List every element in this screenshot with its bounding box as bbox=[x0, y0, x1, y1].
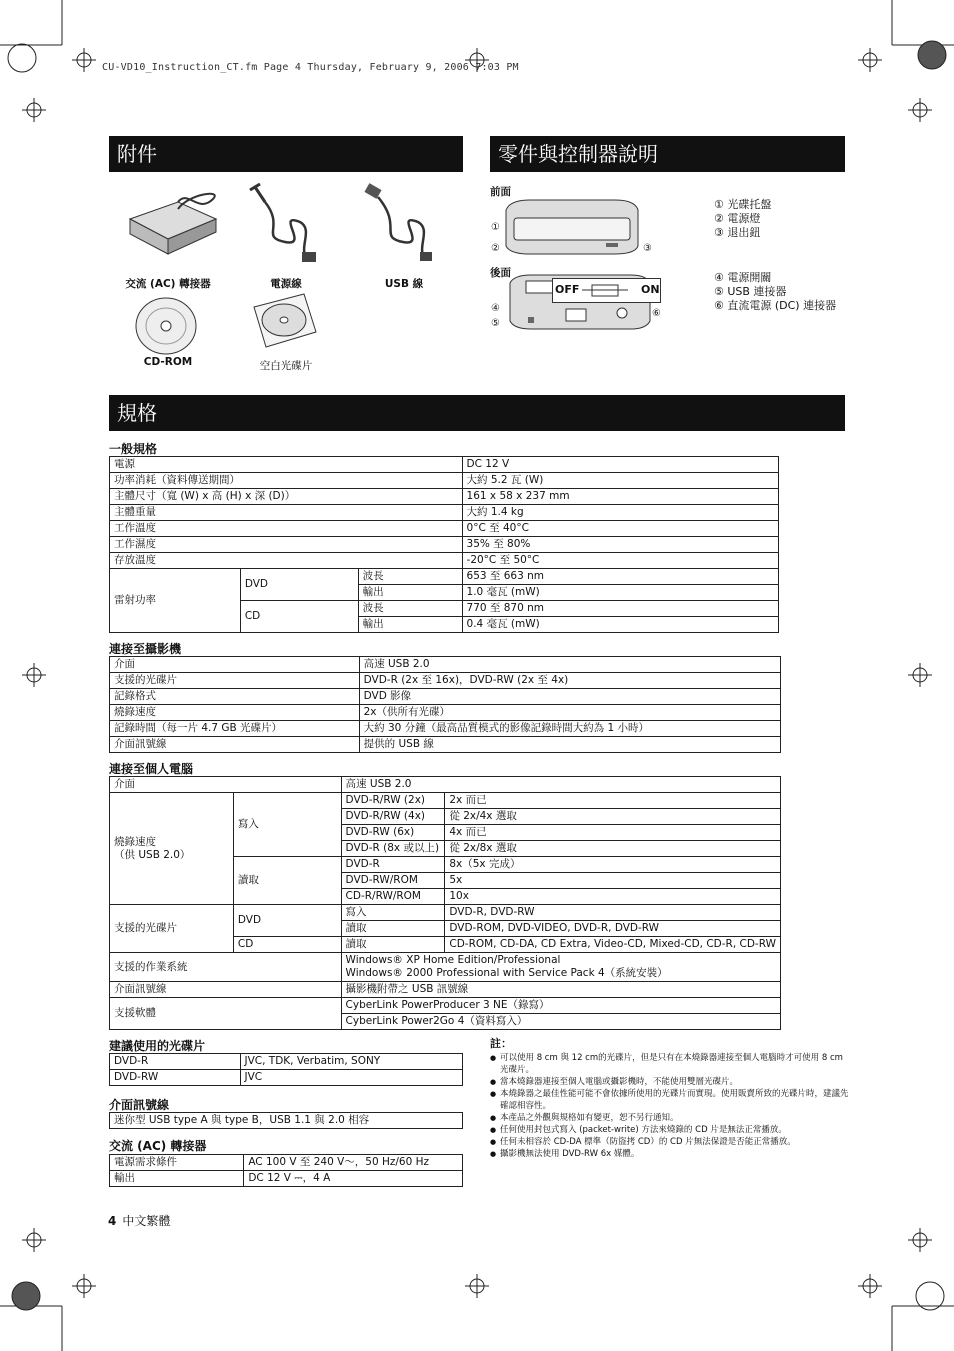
table-row: 支援的光碟片 DVD 寫入 DVD-R, DVD-RW bbox=[110, 905, 781, 921]
table-row: 讀取 DVD-ROM, DVD-VIDEO, DVD-R, DVD-RW bbox=[110, 921, 781, 937]
table-row: 功率消耗（資料傳送期間） 大約 5.2 瓦 (W) bbox=[110, 473, 779, 489]
table-row: 介面訊號線 攝影機附帶之 USB 訊號線 bbox=[110, 982, 781, 998]
table-row: 工作溫度 0°C 至 40°C bbox=[110, 521, 779, 537]
usb-cable-label: USB 線 bbox=[384, 278, 424, 290]
general-specs-title: 一般規格 bbox=[109, 442, 158, 456]
back-label: 後面 bbox=[490, 267, 511, 279]
marker-4: ④ bbox=[491, 303, 500, 314]
pc-table bbox=[109, 776, 781, 1030]
usb-cable-illustration bbox=[358, 182, 438, 267]
table-row: 存放溫度 -20°C 至 50°C bbox=[110, 553, 779, 569]
marker-2: ② bbox=[491, 243, 500, 254]
note-item: ● 當本燒錄器連接至個人電腦或攝影機時，不能使用雙層光碟片。 bbox=[490, 1076, 850, 1088]
table-row: 記錄時間（每一片 4.7 GB 光碟片） 大約 30 分鐘（最高品質模式的影像記錄時間大約為 1 小時） bbox=[110, 721, 781, 737]
page-footer bbox=[108, 1212, 170, 1229]
power-cord-illustration bbox=[240, 182, 320, 267]
table-row: 輸出 DC 12 V ⎓，4 A bbox=[110, 1171, 463, 1187]
front-part-2: ② 電源燈 bbox=[714, 212, 761, 225]
table-row: 迷你型 USB type A 與 type B，USB 1.1 與 2.0 相容 bbox=[110, 1113, 463, 1129]
table-row: 主體重量 大約 1.4 kg bbox=[110, 505, 779, 521]
parts-banner: 零件與控制器說明 bbox=[490, 136, 845, 172]
marker-3: ③ bbox=[643, 243, 652, 254]
signal-cable-table bbox=[109, 1112, 463, 1129]
back-part-5: ⑤ USB 連接器 bbox=[714, 285, 787, 298]
table-row: 記錄格式 DVD 影像 bbox=[110, 689, 781, 705]
table-row: CD 讀取 CD-ROM, CD-DA, CD Extra, Video-CD, Mixed-CD, CD-R, CD-RW bbox=[110, 937, 781, 953]
language-label: 中文繁體 bbox=[122, 1214, 171, 1228]
notes bbox=[490, 1038, 850, 1160]
table-row: 電源需求條件 AC 100 V 至 240 V～，50 Hz/60 Hz bbox=[110, 1155, 463, 1171]
table-row: CD-R/RW/ROM 10x bbox=[110, 889, 781, 905]
table-row: 工作濕度 35% 至 80% bbox=[110, 537, 779, 553]
table-row: 介面 高速 USB 2.0 bbox=[110, 777, 781, 793]
table-row: 支援軟體 CyberLink PowerProducer 3 NE（錄寫） bbox=[110, 998, 781, 1014]
table-row: DVD-RW JVC bbox=[110, 1070, 463, 1086]
pc-title: 連接至個人電腦 bbox=[109, 762, 194, 776]
marker-5: ⑤ bbox=[491, 318, 500, 329]
specs-banner: 規格 bbox=[109, 395, 845, 431]
recommended-table bbox=[109, 1053, 463, 1086]
table-row: 電源 DC 12 V bbox=[110, 457, 779, 473]
table-row: CyberLink Power2Go 4（資料寫入） bbox=[110, 1014, 781, 1030]
note-item: ● 任何未相容於 CD-DA 標準（防盜拷 CD）的 CD 片無法保證是否能正常播放。 bbox=[490, 1136, 850, 1148]
ac-adapter-illustration bbox=[118, 184, 228, 264]
signal-cable-title: 介面訊號線 bbox=[109, 1098, 170, 1112]
camcorder-title: 連接至攝影機 bbox=[109, 642, 182, 656]
table-row: 讀取 DVD-R 8x（5x 完成） bbox=[110, 857, 781, 873]
back-part-4: ④ 電源開關 bbox=[714, 271, 772, 284]
table-row: 支援的作業系統 Windows® XP Home Edition/Professional Windows® 2000 Professional with Service Pack 4（系統安裝） bbox=[110, 953, 781, 982]
table-row: 雷射功率 DVD 波長 653 至 663 nm bbox=[110, 569, 779, 585]
front-part-3: ③ 退出鈕 bbox=[714, 226, 761, 239]
off-label: OFF bbox=[555, 283, 580, 296]
recommended-title: 建議使用的光碟片 bbox=[109, 1039, 206, 1053]
ac-adapter-table bbox=[109, 1154, 463, 1187]
table-row: 主體尺寸（寬 (W) x 高 (H) x 深 (D)） 161 x 58 x 237 mm bbox=[110, 489, 779, 505]
table-row: 燒錄速度 （供 USB 2.0） 寫入 DVD-R/RW (2x) 2x 而已 bbox=[110, 793, 781, 809]
table-row: 輸出 0.4 毫瓦 (mW) bbox=[110, 617, 779, 633]
table-row: DVD-R JVC, TDK, Verbatim, SONY bbox=[110, 1054, 463, 1070]
camcorder-table bbox=[109, 656, 781, 753]
table-row: DVD-RW/ROM 5x bbox=[110, 873, 781, 889]
table-row: DVD-R (8x 或以上) 從 2x/8x 選取 bbox=[110, 841, 781, 857]
blank-disc-illustration bbox=[244, 292, 324, 352]
table-row: 支援的光碟片 DVD-R (2x 至 16x)，DVD-RW (2x 至 4x) bbox=[110, 673, 781, 689]
notes-title: 註： bbox=[490, 1037, 512, 1050]
cdrom-label: CD-ROM bbox=[143, 356, 193, 368]
front-label: 前面 bbox=[490, 186, 511, 198]
note-item: ● 本燒錄器之最佳性能可能不會依據所使用的光碟片而實現。使用販賣所致的光碟片時，建議先確認相容性。 bbox=[490, 1088, 850, 1112]
on-label: ON bbox=[641, 283, 660, 296]
table-row: CD 波長 770 至 870 nm bbox=[110, 601, 779, 617]
note-item: ● 本產品之外觀與規格如有變更，恕不另行通知。 bbox=[490, 1112, 850, 1124]
table-row: DVD-RW (6x) 4x 而已 bbox=[110, 825, 781, 841]
note-item: ● 任何使用封包式寫入 (packet-write) 方法來燒錄的 CD 片是無法正常播放。 bbox=[490, 1124, 850, 1136]
table-row: 輸出 1.0 毫瓦 (mW) bbox=[110, 585, 779, 601]
accessories-banner: 附件 bbox=[109, 136, 463, 172]
front-view-illustration bbox=[500, 196, 645, 258]
table-row: DVD-R/RW (4x) 從 2x/4x 選取 bbox=[110, 809, 781, 825]
marker-6: ⑥ bbox=[652, 308, 661, 319]
marker-1: ① bbox=[491, 222, 500, 233]
note-item: ● 攝影機無法使用 DVD-RW 6x 媒體。 bbox=[490, 1148, 850, 1160]
power-cord-label: 電源線 bbox=[270, 278, 302, 290]
blank-disc-label: 空白光碟片 bbox=[259, 360, 313, 372]
ac-adapter-spec-title: 交流 (AC) 轉接器 bbox=[109, 1139, 207, 1153]
front-part-1: ① 光碟托盤 bbox=[714, 198, 772, 211]
table-row: 介面訊號線 提供的 USB 線 bbox=[110, 737, 781, 753]
back-part-6: ⑥ 直流電源 (DC) 連接器 bbox=[714, 299, 837, 312]
general-specs-table bbox=[109, 456, 779, 633]
table-row: 燒錄速度 2x（供所有光碟） bbox=[110, 705, 781, 721]
file-header: CU-VD10_Instruction_CT.fm Page 4 Thursday, February 9, 2006 7:03 PM bbox=[102, 62, 519, 73]
page-number: 4 bbox=[108, 1214, 117, 1228]
cdrom-illustration bbox=[132, 292, 202, 362]
ac-adapter-label: 交流 (AC) 轉接器 bbox=[125, 278, 211, 290]
note-item: ● 可以使用 8 cm 與 12 cm的光碟片，但是只有在本燒錄器連接至個人電腦時才可使用 8 cm 光碟片。 bbox=[490, 1052, 850, 1076]
table-row: 介面 高速 USB 2.0 bbox=[110, 657, 781, 673]
